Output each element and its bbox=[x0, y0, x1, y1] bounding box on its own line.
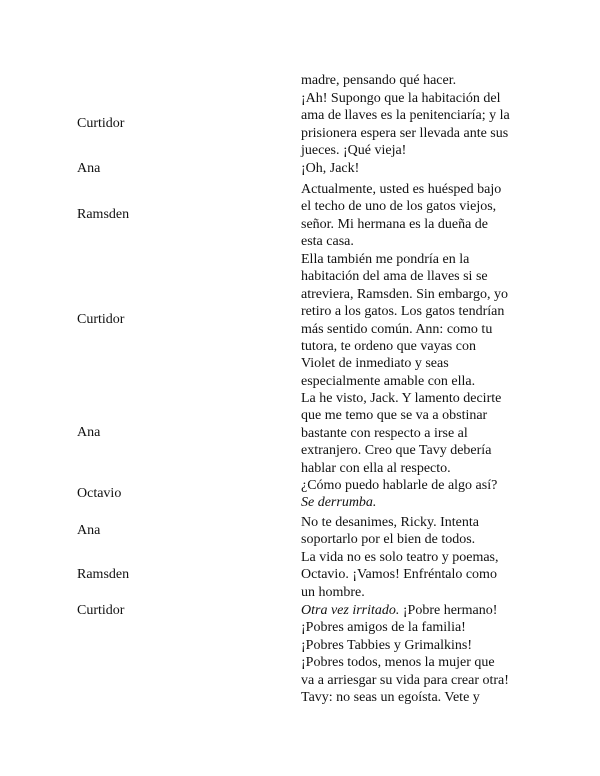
speaker-name: Ramsden bbox=[77, 567, 130, 582]
dialogue-text bbox=[301, 477, 541, 512]
dialogue-line: atreviera, Ramsden. Sin embargo, yo bbox=[301, 286, 508, 302]
dialogue-line: ¡Oh, Jack! bbox=[301, 161, 360, 176]
dialogue-text bbox=[301, 514, 541, 549]
dialogue-line: retiro a los gatos. Los gatos tendrían bbox=[301, 304, 505, 320]
dialogue-line: jueces. ¡Qué vieja! bbox=[301, 143, 407, 159]
dialogue-line: Tavy: no seas un egoísta. Vete y bbox=[301, 689, 480, 705]
dialogue-line bbox=[301, 602, 541, 619]
dialogue-line: Violet de inmediato y seas bbox=[301, 356, 449, 372]
dialogue-line: La vida no es solo teatro y poemas, bbox=[301, 550, 499, 565]
dialogue-text bbox=[301, 181, 541, 251]
dialogue-text bbox=[301, 251, 541, 390]
dialogue-line: ¡Pobres Tabbies y Grimalkins! bbox=[301, 637, 473, 653]
dialogue-line: un hombre. bbox=[301, 584, 365, 600]
dialogue-line: prisionera espera ser llevada ante sus bbox=[301, 125, 509, 141]
dialogue-line: habitación del ama de llaves si se bbox=[301, 269, 488, 285]
dialogue-line: ¡Pobres amigos de la familia! bbox=[301, 620, 466, 636]
dialogue-line: La he visto, Jack. Y lamento decirte bbox=[301, 391, 502, 406]
speaker-name: Ana bbox=[77, 161, 101, 176]
dialogue-line: señor. Mi hermana es la dueña de bbox=[301, 216, 488, 232]
dialogue-line: esta casa. bbox=[301, 234, 354, 250]
dialogue-line: va a arriesgar su vida para crear otra! bbox=[301, 672, 509, 688]
dialogue-text bbox=[301, 549, 541, 601]
dialogue-line: extranjero. Creo que Tavy debería bbox=[301, 443, 492, 459]
dialogue-line: ¡Pobres todos, menos la mujer que bbox=[301, 655, 495, 671]
dialogue-line: especialmente amable con ella. bbox=[301, 373, 476, 389]
dialogue-line: tutora, te ordeno que vayas con bbox=[301, 338, 476, 354]
dialogue-line: el techo de uno de los gatos viejos, bbox=[301, 199, 497, 215]
dialogue-fragment: ¡Pobre hermano! bbox=[399, 603, 498, 618]
dialogue-line: ¡Ah! Supongo que la habitación del bbox=[301, 91, 501, 106]
dialogue-line: hablar con ella al respecto. bbox=[301, 460, 451, 476]
dialogue-line: No te desanimes, Ricky. Intenta bbox=[301, 515, 479, 530]
dialogue-line: soportarlo por el bien de todos. bbox=[301, 532, 476, 548]
speaker-name: Curtidor bbox=[77, 603, 125, 618]
speaker-name: Ana bbox=[77, 425, 101, 440]
dialogue-text bbox=[301, 160, 541, 177]
stage-direction: Otra vez irritado. bbox=[301, 603, 400, 618]
dialogue-line: más sentido común. Ann: como tu bbox=[301, 321, 493, 337]
speaker-name: Ana bbox=[77, 523, 101, 538]
dialogue-line: ¿Cómo puedo hablarle de algo así? bbox=[301, 478, 498, 493]
dialogue-line: bastante con respecto a irse al bbox=[301, 425, 468, 441]
dialogue-text bbox=[301, 72, 541, 89]
dialogue-line: Ella también me pondría en la bbox=[301, 252, 470, 267]
dialogue-line: ama de llaves es la penitenciaría; y la bbox=[301, 108, 510, 124]
dialogue-line: Octavio. ¡Vamos! Enfréntalo como bbox=[301, 567, 497, 583]
dialogue-line: madre, pensando qué hacer. bbox=[301, 73, 457, 88]
stage-direction: Se derrumba. bbox=[301, 495, 377, 511]
speaker-name: Curtidor bbox=[77, 116, 125, 131]
speaker-name: Ramsden bbox=[77, 207, 130, 222]
dialogue-text bbox=[301, 90, 541, 160]
speaker-name: Curtidor bbox=[77, 312, 125, 327]
dialogue-text bbox=[301, 602, 541, 706]
dialogue-line: que me temo que se va a obstinar bbox=[301, 408, 488, 424]
speaker-name: Octavio bbox=[77, 486, 122, 501]
dialogue-text bbox=[301, 390, 541, 477]
dialogue-line: Actualmente, usted es huésped bajo bbox=[301, 182, 502, 197]
